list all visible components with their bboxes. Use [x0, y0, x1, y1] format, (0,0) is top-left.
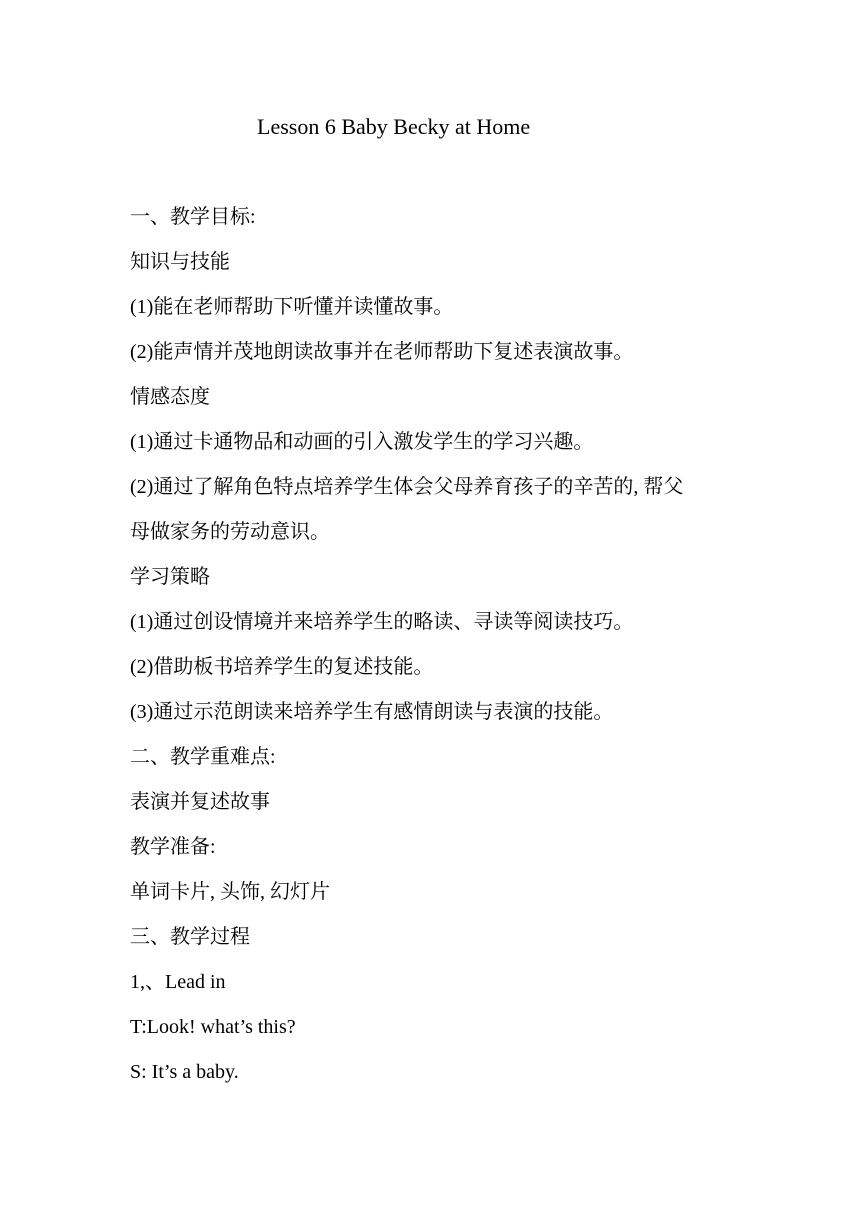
objective-item: (1)通过创设情境并来培养学生的略读、寻读等阅读技巧。	[130, 611, 634, 633]
objective-item: (2)通过了解角色特点培养学生体会父母养育孩子的辛苦的, 帮父	[130, 476, 684, 498]
section-heading-key-points: 二、教学重难点:	[130, 746, 276, 768]
objective-item: (1)通过卡通物品和动画的引入激发学生的学习兴趣。	[130, 431, 594, 453]
subheading-knowledge-skills: 知识与技能	[130, 251, 230, 273]
dialogue-line: T:Look! what’s this?	[130, 1016, 296, 1038]
document-title: Lesson 6 Baby Becky at Home	[257, 114, 531, 139]
document-body	[130, 202, 740, 1102]
objective-item-continuation: 母做家务的劳动意识。	[130, 521, 330, 543]
dialogue-line: S: It’s a baby.	[130, 1061, 239, 1083]
subheading-teaching-preparation: 教学准备:	[130, 836, 216, 858]
section-heading-teaching-process: 三、教学过程	[130, 926, 250, 948]
objective-item: (2)借助板书培养学生的复述技能。	[130, 656, 434, 678]
subheading-emotional-attitude: 情感态度	[130, 386, 210, 408]
preparation-text: 单词卡片, 头饰, 幻灯片	[130, 881, 330, 903]
subheading-learning-strategies: 学习策略	[130, 566, 210, 588]
objective-item: (2)能声情并茂地朗读故事并在老师帮助下复述表演故事。	[130, 341, 634, 363]
section-heading-teaching-objectives: 一、教学目标:	[130, 206, 256, 228]
process-step-heading: 1,、Lead in	[130, 971, 226, 993]
objective-item: (3)通过示范朗读来培养学生有感情朗读与表演的技能。	[130, 701, 614, 723]
key-points-text: 表演并复述故事	[130, 791, 270, 813]
objective-item: (1)能在老师帮助下听懂并读懂故事。	[130, 296, 454, 318]
